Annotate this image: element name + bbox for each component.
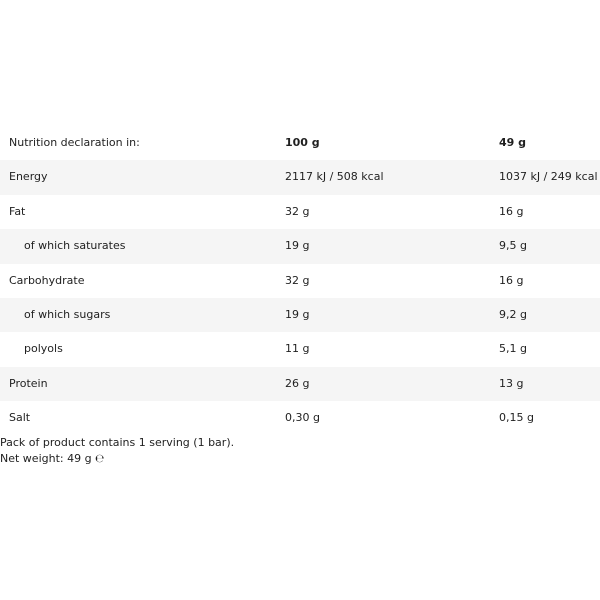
row-name: Fat [9,204,26,218]
net-weight: Net weight: 49 g ℮ [0,452,105,465]
row-name: of which sugars [24,307,111,321]
table-header-row [0,126,600,160]
table-row-fat [0,195,600,229]
pack-note: Pack of product contains 1 serving (1 bar). [0,436,235,449]
row-name: polyols [24,342,63,356]
row-per-100g: 19 g [285,239,310,253]
row-per-serving: 1037 kJ / 249 kcal [499,170,598,184]
table-row-energy [0,160,600,194]
table-row-carbohydrate [0,264,600,298]
table-row-sugars [0,298,600,332]
nutrition-table [0,126,600,436]
row-name: Salt [9,411,31,425]
row-per-100g: 11 g [285,342,310,356]
row-name: Carbohydrate [9,273,85,287]
table-row-polyols [0,332,600,366]
row-per-100g: 26 g [285,376,310,390]
row-per-serving: 16 g [499,204,524,218]
header-label: Nutrition declaration in: [9,136,140,149]
row-per-serving: 16 g [499,273,524,287]
row-name: Energy [9,170,48,184]
row-per-100g: 32 g [285,204,310,218]
row-per-serving: 5,1 g [499,342,527,356]
row-per-serving: 0,15 g [499,411,534,425]
row-per-serving: 9,2 g [499,307,527,321]
row-per-100g: 19 g [285,307,310,321]
table-row-protein [0,367,600,401]
table-row-salt [0,401,600,435]
footer-notes [0,435,234,467]
row-per-serving: 13 g [499,376,524,390]
row-per-serving: 9,5 g [499,239,527,253]
row-per-100g: 0,30 g [285,411,320,425]
header-per-serving: 49 g [499,136,527,149]
row-name: Protein [9,376,48,390]
row-per-100g: 32 g [285,273,310,287]
table-row-saturates [0,229,600,263]
header-per-100g: 100 g [285,136,320,149]
row-per-100g: 2117 kJ / 508 kcal [285,170,384,184]
row-name: of which saturates [24,239,126,253]
